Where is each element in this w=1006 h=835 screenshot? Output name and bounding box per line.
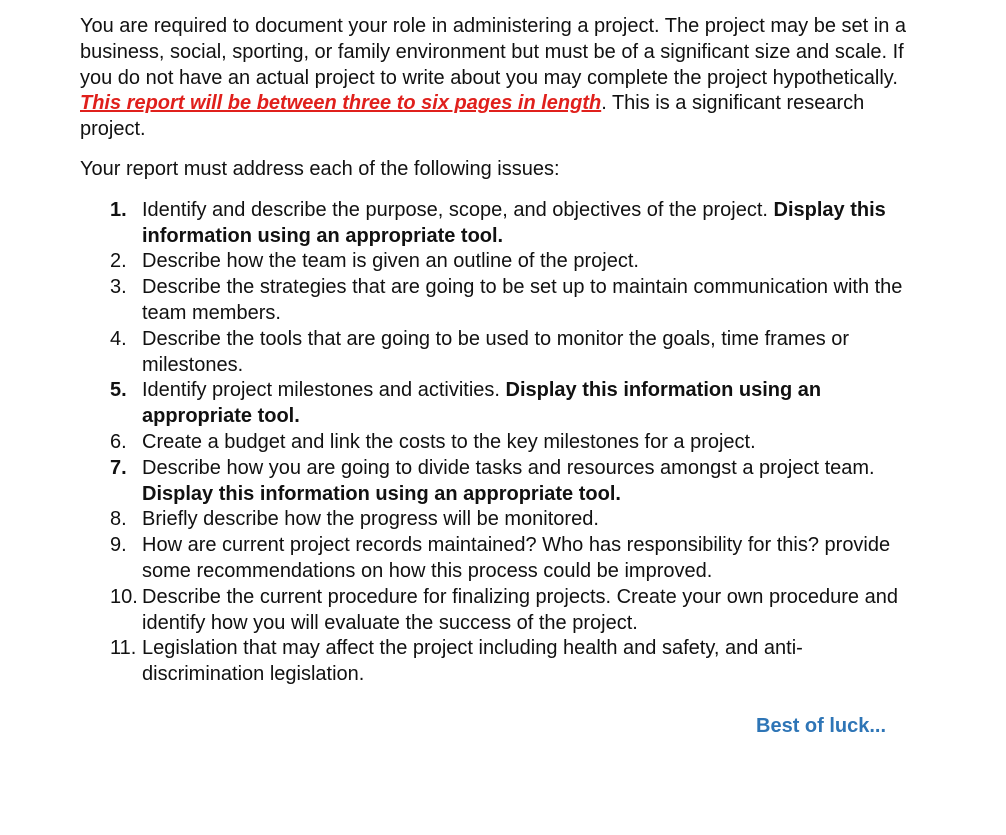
item-number: 11.	[110, 637, 137, 660]
item-text: Describe the tools that are going to be used to monitor the goals, time frames or milestones.	[142, 327, 850, 376]
item-number: 3.	[110, 276, 127, 299]
list-item	[80, 430, 910, 456]
intro-text-end: . This is a significant research project.	[80, 92, 865, 141]
list-item	[80, 249, 910, 275]
list-item	[80, 456, 910, 508]
list-item	[80, 275, 910, 327]
intro-paragraph	[80, 14, 910, 143]
item-text: Identify and describe the purpose, scope, and objectives of the project.	[142, 198, 774, 221]
item-number: 6.	[110, 430, 127, 453]
item-number: 1.	[110, 198, 127, 221]
item-number: 10.	[110, 585, 138, 608]
item-text: Describe the strategies that are going to be set up to maintain communication with the team members.	[142, 276, 903, 324]
item-number: 5.	[110, 379, 127, 402]
list-item	[80, 533, 910, 585]
list-item	[80, 198, 910, 250]
item-number: 8.	[110, 508, 127, 531]
item-number: 2.	[110, 250, 127, 273]
item-text: Describe the current procedure for finalizing projects. Create your own procedure and identify how you will evaluate the success of the project.	[142, 585, 898, 634]
item-number: 9.	[110, 534, 127, 557]
list-item	[80, 378, 910, 430]
page-length-highlight: This report will be between three to six pages in length	[80, 92, 602, 115]
item-emphasis: Display this information using an appropriate tool.	[142, 482, 621, 505]
intro-text: You are required to document your role in administering a project. The project may be set in a business, social, sporting, or family environment but must be of a significant size and scale. If you do not have an actual project to write about you may complete the project hypothetically.	[80, 15, 907, 89]
item-text: Legislation that may affect the project including health and safety, and anti-discrimination legislation.	[142, 637, 803, 686]
item-text: Describe how the team is given an outline of the project.	[142, 250, 639, 273]
list-item	[80, 636, 910, 688]
item-text: Describe how you are going to divide tasks and resources amongst a project team.	[142, 456, 875, 479]
list-item	[80, 327, 910, 379]
item-emphasis: Display this information using an appropriate tool.	[142, 198, 886, 247]
item-text: Briefly describe how the progress will be monitored.	[142, 508, 599, 531]
item-number: 7.	[110, 456, 127, 479]
item-number: 4.	[110, 327, 127, 350]
item-emphasis: Display this information using an appropriate tool.	[142, 379, 822, 428]
item-text: Create a budget and link the costs to the key milestones for a project.	[142, 430, 756, 453]
issues-heading: Your report must address each of the following issues:	[80, 157, 560, 180]
list-item	[80, 585, 910, 637]
issues-list	[80, 198, 910, 688]
list-item	[80, 507, 910, 533]
item-text: How are current project records maintained? Who has responsibility for this? provide some recommendations on how this process could be improved.	[142, 534, 891, 582]
signoff-text: Best of luck...	[756, 715, 887, 737]
item-text: Identify project milestones and activities.	[142, 379, 506, 402]
document-page	[80, 14, 910, 688]
